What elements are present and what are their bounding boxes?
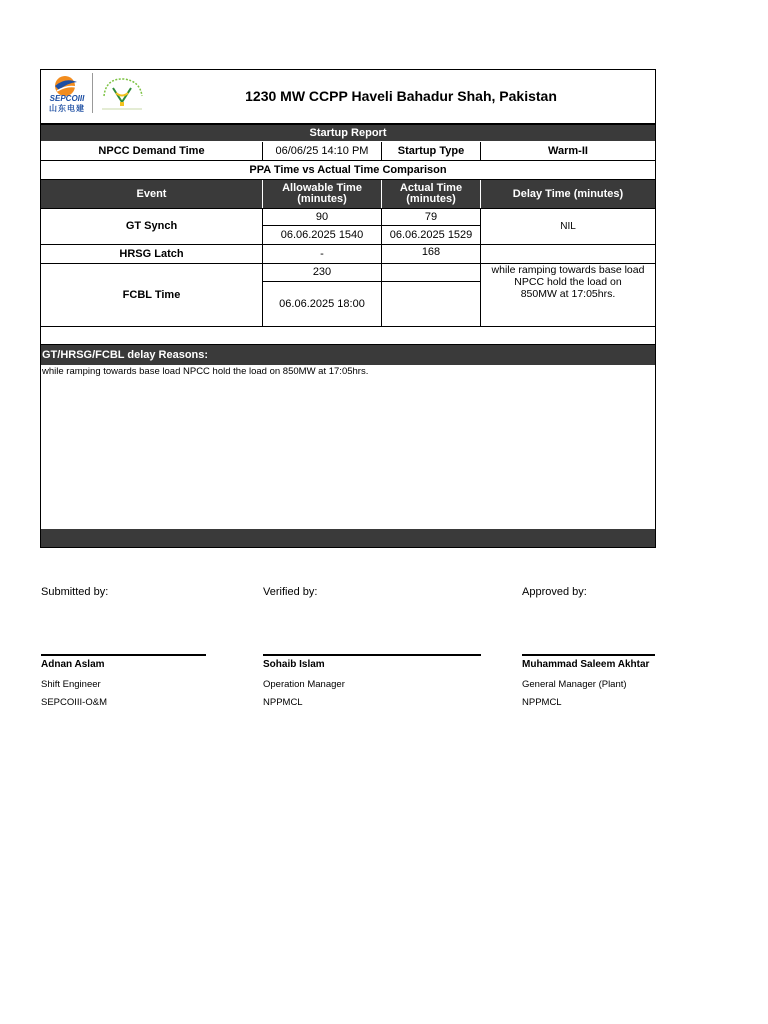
hrsg-latch-event: HRSG Latch — [119, 247, 184, 260]
approved-org: NPPMCL — [522, 697, 562, 708]
grid-line — [480, 142, 481, 161]
approved-role: General Manager (Plant) — [522, 679, 627, 690]
logo-text-chinese: 山东电建 — [49, 104, 85, 113]
verified-by-label: Verified by: — [263, 586, 318, 598]
gt-actual-min: 79 — [424, 210, 438, 223]
gt-allowable-min: 90 — [315, 210, 329, 223]
page-title: 1230 MW CCPP Haveli Bahadur Shah, Pakistan — [245, 88, 557, 104]
fcbl-time-event: FCBL Time — [122, 288, 181, 301]
submitted-signature-line — [41, 654, 206, 656]
startup-report-sheet — [40, 69, 656, 548]
gt-synch-event: GT Synch — [125, 220, 178, 232]
sepcoiii-logo — [43, 73, 91, 113]
logo-divider — [92, 73, 93, 113]
grid-line — [41, 326, 655, 327]
col-actual — [382, 180, 480, 208]
col-allowable-line2: (minutes) — [297, 193, 347, 205]
gt-actual-time: 06.06.2025 1529 — [389, 228, 473, 241]
delay-reasons-title: GT/HRSG/FCBL delay Reasons: — [41, 345, 655, 365]
fcbl-delay-line2: NPCC hold the load on — [514, 276, 622, 288]
delay-reasons-text: while ramping towards base load NPCC hold the load on 850MW at 17:05hrs. — [42, 366, 369, 377]
col-event: Event — [41, 180, 262, 208]
submitted-name: Adnan Aslam — [41, 659, 105, 670]
startup-report-title: Startup Report — [41, 125, 655, 141]
npcc-demand-value: 06/06/25 14:10 PM — [275, 144, 369, 157]
grid-line — [480, 208, 481, 326]
fcbl-delay — [481, 264, 655, 326]
fcbl-delay-line1: while ramping towards base load — [491, 264, 645, 276]
submitted-by-label: Submitted by: — [41, 586, 109, 598]
approved-signature-line — [522, 654, 655, 656]
hrsg-actual: 168 — [421, 245, 441, 258]
nppmcl-logo-icon — [96, 74, 146, 114]
footer-bar — [41, 529, 655, 547]
verified-org: NPPMCL — [263, 697, 303, 708]
col-actual-line1: Actual Time — [399, 182, 463, 194]
hrsg-delay — [481, 245, 655, 263]
grid-line — [262, 225, 481, 226]
grid-line — [480, 180, 481, 208]
grid-line — [381, 208, 382, 326]
approved-name: Muhammad Saleem Akhtar — [522, 659, 650, 670]
verified-signature-line — [263, 654, 481, 656]
col-allowable — [263, 180, 381, 208]
startup-type-value: Warm-II — [548, 144, 588, 157]
submitted-org: SEPCOIII-O&M — [41, 697, 107, 708]
gt-delay: NIL — [560, 221, 576, 232]
verified-name: Sohaib Islam — [263, 659, 325, 670]
fcbl-allowable-min: 230 — [312, 265, 332, 278]
col-delay: Delay Time (minutes) — [481, 180, 655, 208]
col-allowable-line1: Allowable Time — [282, 182, 362, 194]
grid-line — [262, 281, 481, 282]
logo-text-sepcoiii: SEPCOIII — [49, 94, 85, 103]
grid-line — [381, 142, 382, 161]
verified-role: Operation Manager — [263, 679, 345, 690]
nppmcl-logo — [96, 74, 146, 114]
submitted-role: Shift Engineer — [41, 679, 101, 690]
npcc-demand-label: NPCC Demand Time — [98, 144, 205, 157]
grid-line — [262, 180, 263, 208]
fcbl-delay-line3: 850MW at 17:05hrs. — [520, 288, 616, 300]
grid-line — [262, 142, 263, 161]
gt-allowable-time: 06.06.2025 1540 — [280, 228, 364, 241]
comparison-title: PPA Time vs Actual Time Comparison — [249, 163, 447, 176]
approved-by-label: Approved by: — [522, 586, 587, 598]
hrsg-allowable: - — [320, 247, 324, 260]
col-actual-line2: (minutes) — [406, 193, 456, 205]
fcbl-allowable-time: 06.06.2025 18:00 — [279, 297, 365, 310]
grid-line — [262, 208, 263, 326]
grid-line — [381, 180, 382, 208]
startup-type-label: Startup Type — [397, 144, 465, 157]
